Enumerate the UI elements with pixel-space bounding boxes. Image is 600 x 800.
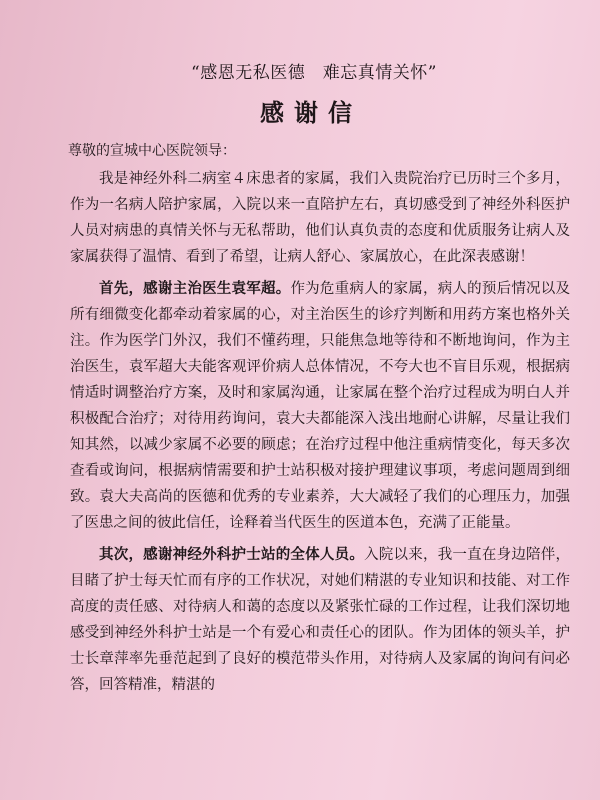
paragraph-doctor-lead: 首先，感谢主治医生袁军超。 <box>99 280 291 297</box>
paragraph-doctor-text: 作为危重病人的家属，病人的预后情况以及所有细微变化都牵动着家属的心，对主治医生的诊疗判断和用药方案也格外关注。作为医学门外汉，我们不懂药理，只能焦急地等待和不断地询问，作为主治医生，袁军超大夫能客观评价病人总体情况，不夸大也不盲目乐观，根据病情适时调整治疗方案，及时和家属沟通，让家属在整个治疗过程成为明白人并积极配合治疗；对待用药询问，袁大夫都能深入浅出地耐心讲解，尽量让我们知其然，以减少家属不必要的顾虑；在治疗过程中他注重病情变化，每天多次查看或询问，根据病情需要和护士站积极对接护理建议事项，考虑问题周到细致。袁大夫高尚的医德和优秀的专业素养，大大减轻了我们的心理压力，加强了医患之间的彼此信任，诠释着当代医生的医道本色，充满了正能量。 <box>70 281 571 531</box>
paragraph-intro <box>0 166 600 270</box>
paragraph-intro-text: 我是神经外科二病室４床患者的家属，我们入贵院治疗已历时三个多月，作为一名病人陪护家属，入院以来一直陪护左右，真切感受到了神经外科医护人员对病患的真情关怀与无私帮助，他们认真负责的态度和优质服务让病人及家属获得了温情、看到了希望，让病人舒心、家属放心，在此深表感谢！ <box>70 171 570 265</box>
letter-title: 感谢信 <box>260 98 362 127</box>
paragraph-nurses-text: 入院以来，我一直在身边陪伴，目睹了护士每天忙而有序的工作状况，对她们精湛的专业知识和技能、对工作高度的责任感、对待病人和蔼的态度以及紧张忙碌的工作过程，让我们深切地感受到神经外科护士站是一个有爱心和责任心的团队。作为团体的领头羊，护士长章萍率先垂范起到了良好的模范带头作用，对待病人及家属的询问有问必答，回答精准，精湛的 <box>70 547 571 693</box>
paragraph-nurses <box>0 542 600 698</box>
paragraph-doctor <box>0 276 600 536</box>
paragraph-nurses-lead: 其次，感谢神经外科护士站的全体人员。 <box>99 546 365 563</box>
letter-salutation: 尊敬的宣城中心医院领导： <box>68 143 236 159</box>
letter-slogan: “感恩无私医德 难忘真情关怀” <box>191 63 437 83</box>
